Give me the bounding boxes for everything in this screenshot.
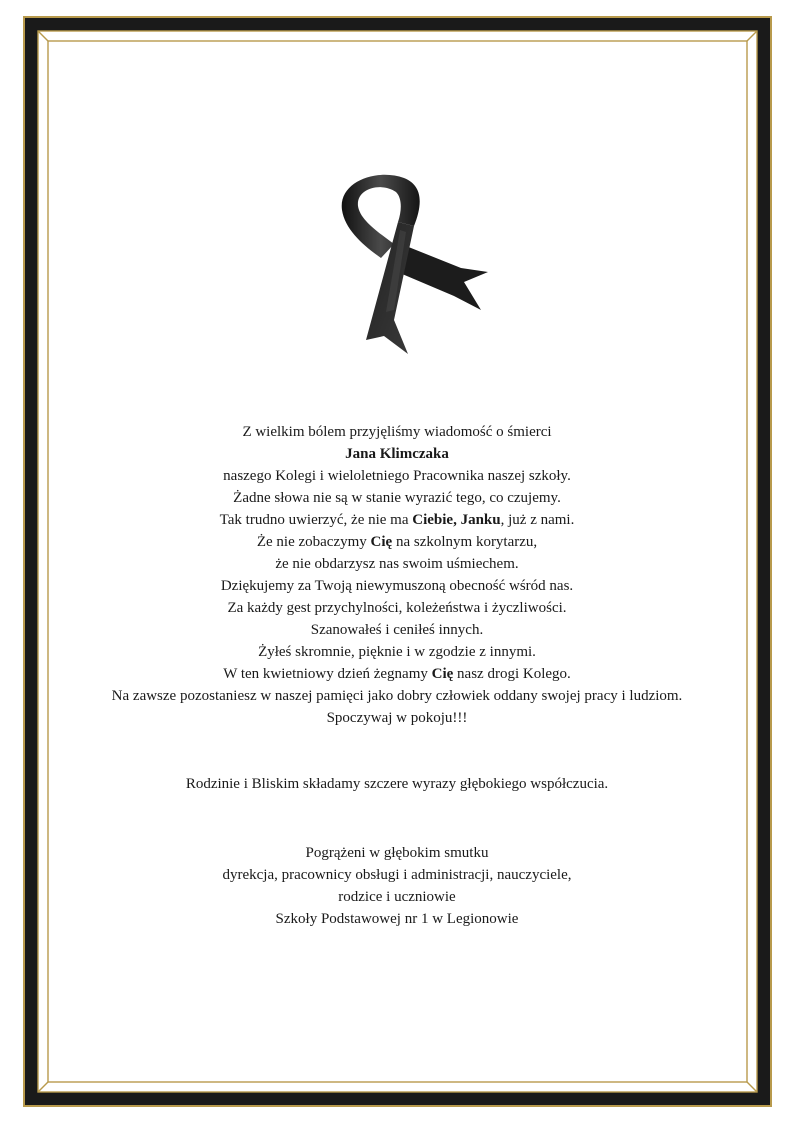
message-line: naszego Kolegi i wieloletniego Pracownika naszej szkoły.	[223, 468, 571, 484]
message-line: Tak trudno uwierzyć, że nie ma Ciebie, Janku, już z nami.	[219, 512, 575, 528]
message-line: Z wielkim bólem przyjęliśmy wiadomość o śmierci	[242, 424, 552, 440]
message-line: że nie obdarzysz nas swoim uśmiechem.	[275, 556, 519, 572]
deceased-name: Jana Klimczaka	[345, 446, 449, 462]
obituary-text	[60, 421, 734, 930]
message-line: W ten kwietniowy dzień żegnamy Cię nasz drogi Kolego.	[223, 666, 571, 682]
message-line: Żyłeś skromnie, pięknie i w zgodzie z innymi.	[258, 644, 536, 660]
signature-line: dyrekcja, pracownicy obsługi i administracji, nauczyciele,	[222, 867, 572, 883]
black-ribbon-icon	[336, 170, 492, 356]
message-line: Za każdy gest przychylności, koleżeństwa i życzliwości.	[227, 600, 567, 616]
message-line: Dziękujemy za Twoją niewymuszoną obecność wśród nas.	[220, 578, 574, 594]
message-line: Żadne słowa nie są w stanie wyrazić tego, co czujemy.	[233, 490, 561, 506]
condolences-line: Rodzinie i Bliskim składamy szczere wyrazy głębokiego współczucia.	[185, 776, 609, 792]
signature-line: rodzice i uczniowie	[338, 889, 456, 905]
message-line: Szanowałeś i ceniłeś innych.	[310, 622, 484, 638]
message-line: Że nie zobaczymy Cię na szkolnym korytarzu,	[256, 534, 538, 550]
signature-line: Szkoły Podstawowej nr 1 w Legionowie	[275, 911, 519, 927]
message-line: Spoczywaj w pokoju!!!	[326, 710, 468, 726]
message-line: Na zawsze pozostaniesz w naszej pamięci jako dobry człowiek oddany swojej pracy i ludziom.	[111, 688, 683, 704]
signature-line: Pogrążeni w głębokim smutku	[305, 845, 489, 861]
